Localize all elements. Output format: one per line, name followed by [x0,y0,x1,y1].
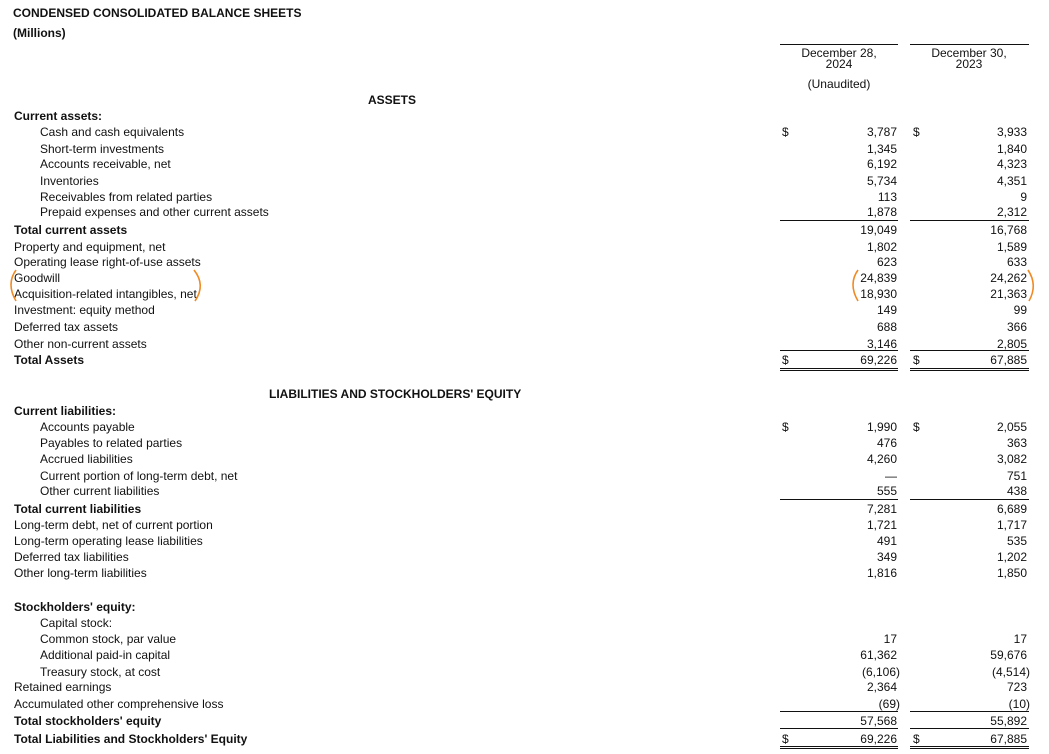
value-2023: 1,840 [996,142,1027,156]
value-2023: 3,082 [996,452,1027,466]
row-label: Receivables from related parties [40,190,213,204]
row-label: Accrued liabilities [40,452,133,466]
value-2024: 113 [877,190,897,204]
value-2024: 1,990 [866,420,897,434]
row-label: Prepaid expenses and other current assets [40,205,269,219]
value-2024: — [885,469,897,483]
value-2023: 16,768 [990,223,1027,237]
total-double-rule [780,368,898,371]
row-label: Treasury stock, at cost [40,665,161,679]
value-2024: 149 [876,303,897,317]
row-label: Payables to related parties [40,436,183,450]
row-label: Cash and cash equivalents [40,125,185,139]
value-2023: 59,676 [990,648,1027,662]
row-label: Total Liabilities and Stockholders' Equity [14,732,248,746]
value-2024: 19,049 [860,223,897,237]
value-2023: 67,885 [990,732,1027,746]
value-2023: (4,514) [991,665,1030,679]
value-2024: 2,364 [866,680,897,694]
value-2023: 67,885 [990,353,1027,367]
value-2024: 623 [876,255,897,269]
value-2024: 3,146 [866,337,897,351]
value-2024: 3,787 [866,125,897,139]
row-label: Total Assets [14,353,85,367]
highlight-bracket-labels [4,268,210,304]
value-2024: 476 [876,436,897,450]
value-2023: 438 [1006,484,1027,498]
row-label: Additional paid-in capital [40,648,171,662]
currency-symbol: $ [782,732,789,746]
value-2024: 5,734 [866,174,897,188]
value-2024: 24,839 [860,271,897,285]
col1-header-rule [780,44,898,45]
highlight-bracket-col1 [844,268,868,304]
row-label: Operating lease right-of-use assets [14,255,201,269]
statement-title: CONDENSED CONSOLIDATED BALANCE SHEETS [13,6,302,20]
row-label: Total stockholders' equity [14,714,162,728]
value-2023: 633 [1006,255,1027,269]
current-assets-heading: Current assets: [14,109,103,123]
value-2024: 18,930 [860,287,897,301]
subtotal-rule [910,711,1029,712]
left-bracket-arc [11,270,16,301]
value-2024: 1,721 [866,518,897,532]
value-2023: 535 [1006,534,1027,548]
currency-symbol: $ [782,353,789,367]
value-2023: 24,262 [990,271,1027,285]
current-liabilities-heading: Current liabilities: [14,404,117,418]
currency-symbol: $ [782,420,789,434]
col1-header-line1: December 28, [801,46,877,60]
currency-symbol: $ [913,420,920,434]
row-label: Long-term operating lease liabilities [14,534,203,548]
value-2024: 69,226 [860,353,897,367]
row-label: Retained earnings [14,680,112,694]
total-double-rule [780,746,898,749]
row-label: Investment: equity method [14,303,155,317]
right-bracket-arc [1028,270,1033,301]
value-2023: 751 [1006,469,1027,483]
row-label: Inventories [40,174,99,188]
value-2023: (10) [1008,697,1030,711]
row-label: Current portion of long-term debt, net [40,469,238,483]
subtotal-rule [780,711,898,712]
subtotal-rule [780,499,898,500]
value-2023: 6,689 [996,502,1027,516]
value-2023: 2,312 [996,205,1027,219]
capital-stock-heading: Capital stock: [40,616,113,630]
value-2023: 55,892 [990,714,1027,728]
value-2023: 723 [1006,680,1027,694]
row-label: Deferred tax liabilities [14,550,129,564]
value-2024: (6,106) [861,665,900,679]
value-2023: 2,055 [996,420,1027,434]
value-2023: 4,323 [996,157,1027,171]
value-2023: 1,850 [996,566,1027,580]
subtotal-rule [780,220,898,221]
row-label: Total current liabilities [14,502,142,516]
subtotal-rule [910,728,1029,729]
value-2024: 1,816 [866,566,897,580]
highlight-bracket-col2 [1024,268,1044,304]
value-2024: 1,345 [866,142,897,156]
row-label: Accumulated other comprehensive loss [14,697,224,711]
col1-header-line2: 2024 [825,57,853,71]
row-label: Accounts receivable, net [40,157,171,171]
row-label: Deferred tax assets [14,320,119,334]
row-label: Accounts payable [40,420,135,434]
row-label: Other non-current assets [14,337,147,351]
subtotal-rule [910,220,1029,221]
value-2023: 99 [1013,303,1027,317]
subtotal-rule [910,499,1029,500]
value-2024: 349 [876,550,897,564]
value-2023: 1,589 [996,240,1027,254]
row-label: Total current assets [14,223,128,237]
row-label: Acquisition-related intangibles, net [14,287,197,301]
value-2023: 366 [1006,320,1027,334]
col1-unaudited-note: (Unaudited) [807,77,871,91]
value-2023: 4,351 [996,174,1027,188]
value-2024: 4,260 [866,452,897,466]
value-2023: 21,363 [990,287,1027,301]
row-label: Property and equipment, net [14,240,166,254]
row-label: Long-term debt, net of current portion [14,518,213,532]
value-2024: 17 [883,632,897,646]
total-double-rule [910,368,1029,371]
value-2023: 363 [1006,436,1027,450]
assets-heading: ASSETS [368,93,417,107]
value-2024: 688 [876,320,897,334]
row-label: Goodwill [14,271,61,285]
subtotal-rule [780,350,898,351]
value-2023: 9 [1020,190,1027,204]
subtotal-rule [780,728,898,729]
row-label: Common stock, par value [40,632,177,646]
value-2024: 7,281 [866,502,897,516]
row-label: Other long-term liabilities [14,566,147,580]
value-2023: 2,805 [996,337,1027,351]
right-bracket-arc [194,270,200,301]
row-label: Other current liabilities [40,484,160,498]
value-2024: (69) [878,697,900,711]
stockholders-equity-heading: Stockholders' equity: [14,600,136,614]
currency-symbol: $ [782,125,789,139]
currency-symbol: $ [913,125,920,139]
col2-header-line1: December 30, [931,46,1007,60]
row-label: Short-term investments [40,142,165,156]
total-double-rule [910,746,1029,749]
value-2024: 61,362 [860,648,897,662]
currency-symbol: $ [913,353,920,367]
value-2024: 555 [876,484,897,498]
value-2023: 3,933 [996,125,1027,139]
value-2024: 1,878 [866,205,897,219]
left-bracket-arc [853,270,858,301]
liabilities-heading: LIABILITIES AND STOCKHOLDERS' EQUITY [269,387,522,401]
value-2023: 1,717 [996,518,1027,532]
currency-symbol: $ [913,732,920,746]
units-label: (Millions) [13,26,66,40]
value-2023: 1,202 [996,550,1027,564]
value-2024: 69,226 [860,732,897,746]
value-2023: 17 [1013,632,1027,646]
value-2024: 491 [876,534,897,548]
value-2024: 1,802 [866,240,897,254]
value-2024: 57,568 [860,714,897,728]
subtotal-rule [910,350,1029,351]
col2-header-line2: 2023 [955,57,983,71]
value-2024: 6,192 [866,157,897,171]
col2-header-rule [910,44,1029,45]
